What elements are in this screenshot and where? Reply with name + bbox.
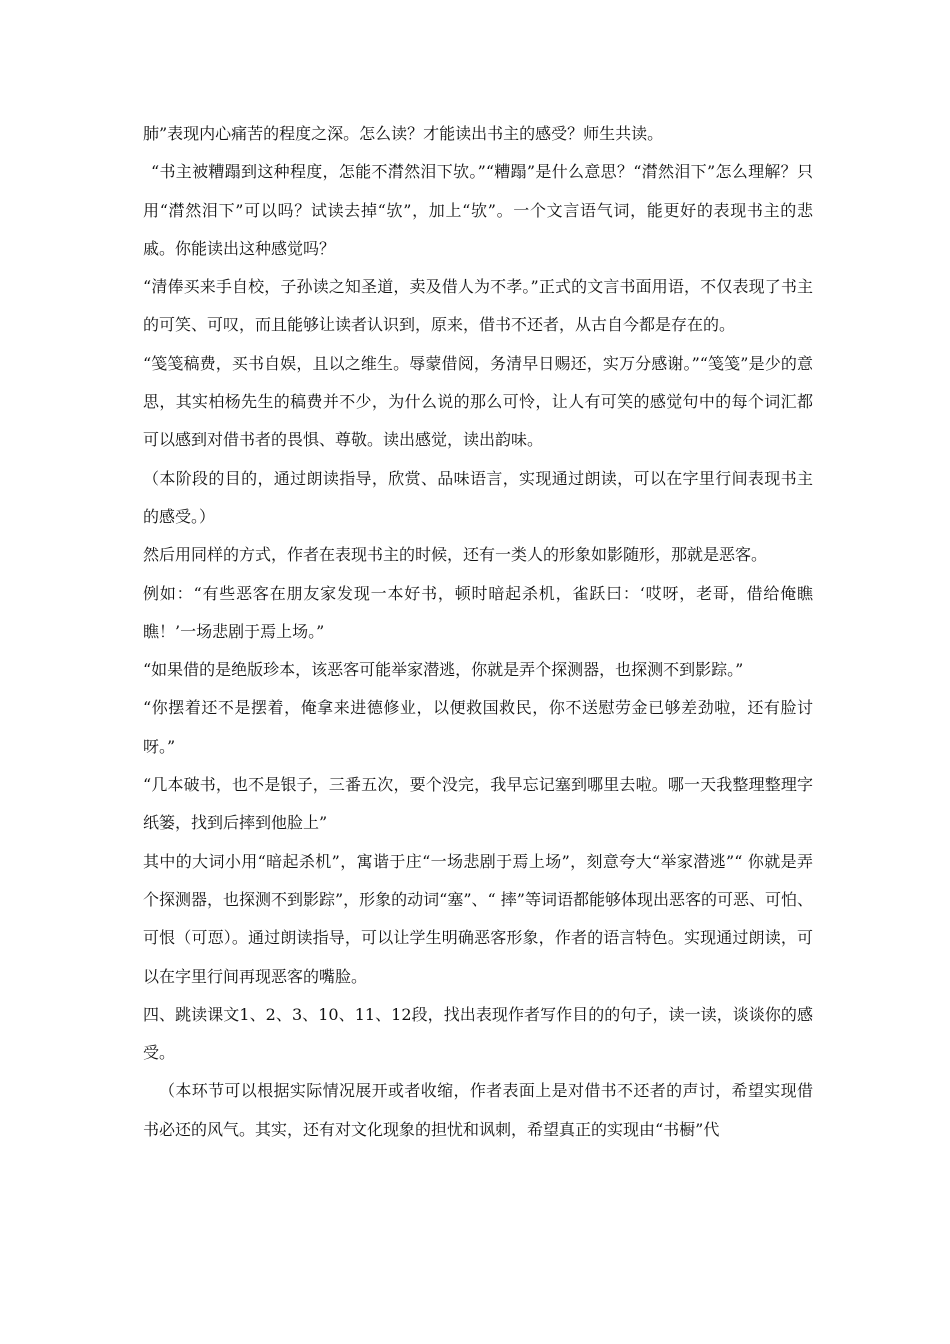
- paragraph-8: “如果借的是绝版珍本，该恶客可能举家潜逃，你就是弄个探测器，也探测不到影踪。”: [143, 660, 744, 680]
- paragraph-11: 其中的大词小用“暗起杀机”，寓谐于庄“一场悲剧于焉上场”，刻意夸大“举家潜逃”“ 你就是弄个探测器，也探测不到影踪”，形象的动词“塞”、“ 摔”等词语都能够体现出恶客的可恶、可怕、可恨（可恧）。通过朗读指导，可以让学生明确恶客形象，作者的语言特色。实现通过朗读，可以在字里行间再现恶客的嘴脸。: [143, 851, 813, 986]
- paragraph-6: 然后用同样的方式，作者在表现书主的时候，还有一类人的形象如影随形，那就是恶客。: [143, 545, 768, 565]
- paragraph-1: 肺”表现内心痛苦的程度之深。怎么读？才能读出书主的感受？师生共读。: [143, 124, 664, 143]
- paragraph-13: （本环节可以根据实际情况展开或者收缩，作者表面上是对借书不还者的声讨，希望实现借书必还的风气。其实，还有对文化现象的担忧和讽刺，希望真正的实现由“书橱”代: [143, 1081, 813, 1139]
- paragraph-7: 例如：“有些恶客在朋友家发现一本好书，顿时暗起杀机，雀跃曰：‘哎呀，老哥，借给俺瞧瞧！’一场悲剧于焉上场。”: [143, 583, 813, 641]
- paragraph-10: “几本破书，也不是银子，三番五次，要个没完，我早忘记塞到哪里去啦。哪一天我整理整理字纸篓，找到后摔到他脸上”: [143, 775, 813, 833]
- paragraph-9: “你摆着还不是摆着，俺拿来进德修业，以便救国救民，你不送慰劳金已够差劲啦，还有脸讨呀。”: [143, 698, 813, 756]
- document-body: [143, 115, 813, 1149]
- paragraph-12: 四、跳读课文1、2、3、10、11、12段，找出表现作者写作目的的句子，读一读，谈谈你的感受。: [143, 1004, 813, 1063]
- paragraph-2: “书主被糟蹋到这种程度，怎能不潸然泪下欤。”“糟蹋”是什么意思？“潸然泪下”怎么理解？只用“潸然泪下”可以吗？试读去掉“欤”，加上“欤”。一个文言语气词，能更好的表现书主的悲戚。你能读出这种感觉吗？: [143, 162, 813, 258]
- paragraph-3: “清俸买来手自校，子孙读之知圣道，卖及借人为不孝。”正式的文言书面用语，不仅表现了书主的可笑、可叹，而且能够让读者认识到，原来，借书不还者，从古自今都是存在的。: [143, 277, 813, 335]
- paragraph-5: （本阶段的目的，通过朗读指导，欣赏、品味语言，实现通过朗读，可以在字里行间表现书主的感受。）: [143, 468, 813, 526]
- paragraph-4: “笺笺稿费，买书自娱，且以之维生。辱蒙借阅，务清早日赐还，实万分感谢。”“笺笺”是少的意思，其实柏杨先生的稿费并不少，为什么说的那么可怜，让人有可笑的感觉句中的每个词汇都可以感到对借书者的畏惧、尊敬。读出感觉，读出韵味。: [143, 353, 813, 450]
